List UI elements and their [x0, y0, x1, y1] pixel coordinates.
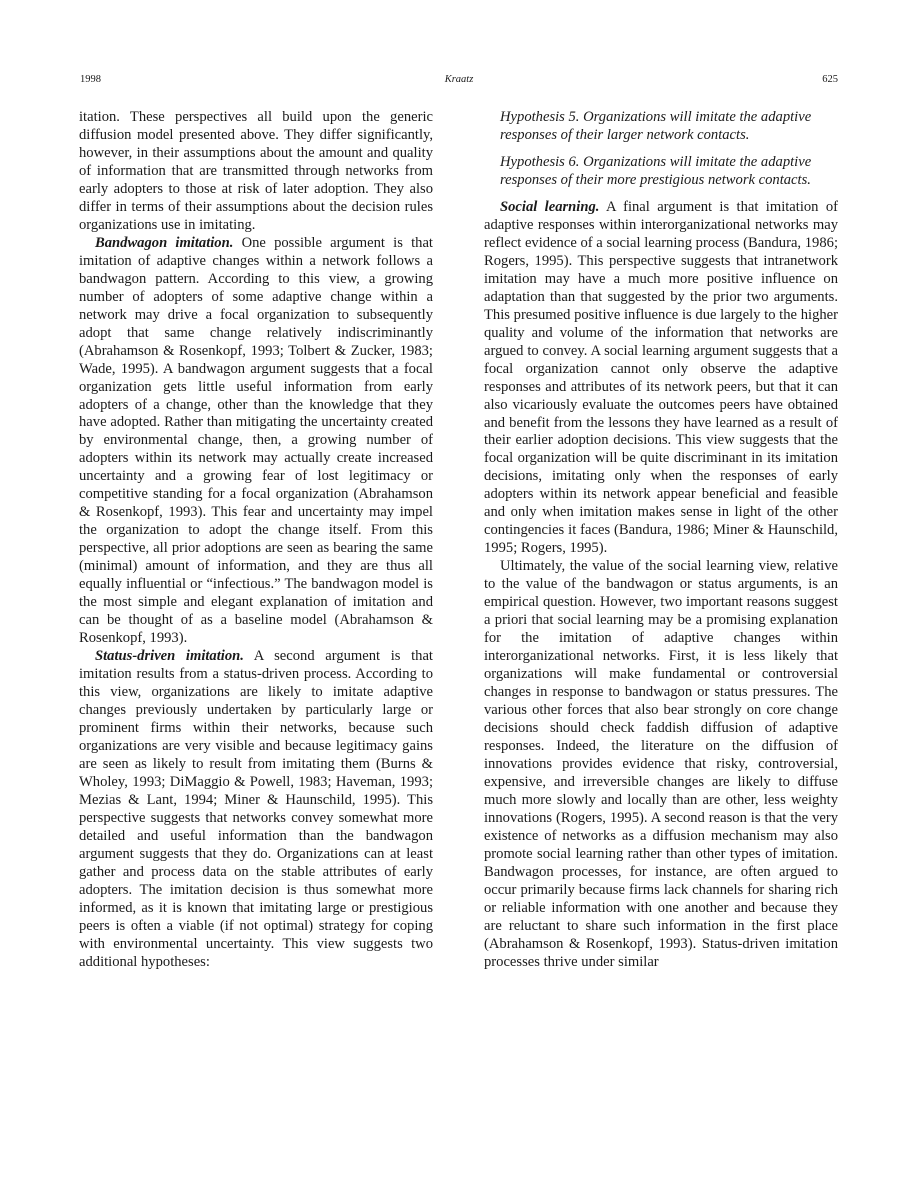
header-year: 1998: [80, 74, 101, 85]
left-column: [79, 109, 433, 972]
paragraph-status-driven-text: A second argument is that imitation results from a status-driven process. According to this view, organizations are likely to imitate adaptive changes previously undertaken by particularly large or prominent firms within their networks, because such organizations are very visible and because legitimacy gains are seen as likely to result from imitating them (Burns & Wholey, 1993; DiMaggio & Powell, 1983; Haveman, 1993; Mezias & Lant, 1994; Miner & Haunschild, 1995). This perspective suggests that networks convey somewhat more detailed and useful information than the bandwagon argument suggests that they do. Organizations can at least gather and process data on the stable attributes of early adopters. The imitation decision is thus somewhat more informed, as it is known that imitating large or prestigious peers is often a viable (if not optimal) strategy for coping with environmental uncertainty. This view suggests two additional hypotheses:: [79, 648, 433, 970]
paragraph-bandwagon: [79, 235, 433, 648]
paragraph-intro: itation. These perspectives all build upon the generic diffusion model presented above. They differ significantly, however, in their assumptions about the amount and quality of information that are transmitted through networks from early adopters to those at risk of later adoption. They also differ in terms of their assumptions about the decision rules organizations use in imitating.: [79, 109, 433, 233]
hypothesis-5: Hypothesis 5. Organizations will imitate the adaptive responses of their larger network contacts.: [500, 109, 812, 143]
paragraph-status-driven: [79, 648, 433, 971]
header-author: Kraatz: [444, 74, 474, 85]
running-header: [80, 74, 838, 90]
paragraph-social-learning: [484, 199, 838, 558]
heading-status-driven-imitation: Status-driven imitation.: [95, 648, 244, 665]
paragraph-bandwagon-text: One possible argument is that imitation of adaptive changes within a network follows a bandwagon pattern. According to this view, a growing number of adopters of some adaptive change within a network may drive a focal organization to subsequently adopt that same change relatively indiscriminantly (Abrahamson & Rosenkopf, 1993; Tolbert & Zucker, 1983; Wade, 1995). A bandwagon argument suggests that a focal organization gets little useful information from early adopters of a change, other than the knowledge that they have adopted. Rather than mitigating the uncertainty created by environmental change, then, a growing number of adopters within its network may actually create increased uncertainty and a growing fear of lost legitimacy or competitive standing for a focal organization (Abrahamson & Rosenkopf, 1993). This fear and uncertainty may impel the organization to adopt the change itself. From this perspective, all prior adoptions are seen as bearing the same (minimal) amount of information, and they are thus all equally influential or “infectious.” The bandwagon model is the most simple and elegant explanation of imitation and can be thought of as a baseline model (Abrahamson & Rosenkopf, 1993).: [79, 234, 433, 647]
paragraph-social-learning-text: A final argument is that imitation of adaptive responses within interorganizational networks may reflect evidence of a social learning process (Bandura, 1986; Rogers, 1995). This perspective suggests that intranetwork imitation may have a much more positive influence on adaptation than that suggested by the prior two arguments. This presumed positive influence is due largely to the higher quality and volume of the information that networks are argued to convey. A social learning argument suggests that a focal organization cannot only observe the adaptive responses and attributes of its network peers, but that it can also vicariously evaluate the outcomes peers have obtained and benefit from the lessons they have learned as a result of their earlier adoption decisions. This view suggests that the focal organization will be quite discriminant in its imitation decisions, imitating only when the responses of early adopters within its network appear beneficial and feasible and only when imitation makes sense in light of the other contingencies it faces (Bandura, 1986; Miner & Haunschild, 1995; Rogers, 1995).: [484, 198, 839, 557]
header-page-number: 625: [822, 74, 838, 85]
hypothesis-6: Hypothesis 6. Organizations will imitate the adaptive responses of their more prestigious network contacts.: [500, 153, 812, 188]
paragraph-ultimately: Ultimately, the value of the social learning view, relative to the value of the bandwagon or status arguments, is an empirical question. However, two important reasons suggest a priori that social learning may be a promising explanation for the imitation of adaptive changes within interorganizational networks. First, it is less likely that organizations will make fundamental or controversial changes in response to bandwagon or status pressures. The various other forces that also bear strongly on core change decisions should check faddish diffusion of adaptive responses. Indeed, the literature on the diffusion of innovations provides evidence that risky, controversial, expensive, and irreversible changes are likely to diffuse much more slowly and locally than are other, less weighty innovations (Rogers, 1995). A second reason is that the very existence of networks as a diffusion mechanism may also promote social learning rather than other types of imitation. Bandwagon processes, for instance, are often argued to occur primarily because firms lack channels for sharing rich or reliable information with one another and because they are reluctant to share such information in the first place (Abrahamson & Rosenkopf, 1993). Status-driven imitation processes thrive under similar: [484, 558, 838, 970]
heading-social-learning: Social learning.: [500, 198, 600, 215]
heading-bandwagon-imitation: Bandwagon imitation.: [95, 234, 234, 251]
right-column: [484, 109, 838, 972]
